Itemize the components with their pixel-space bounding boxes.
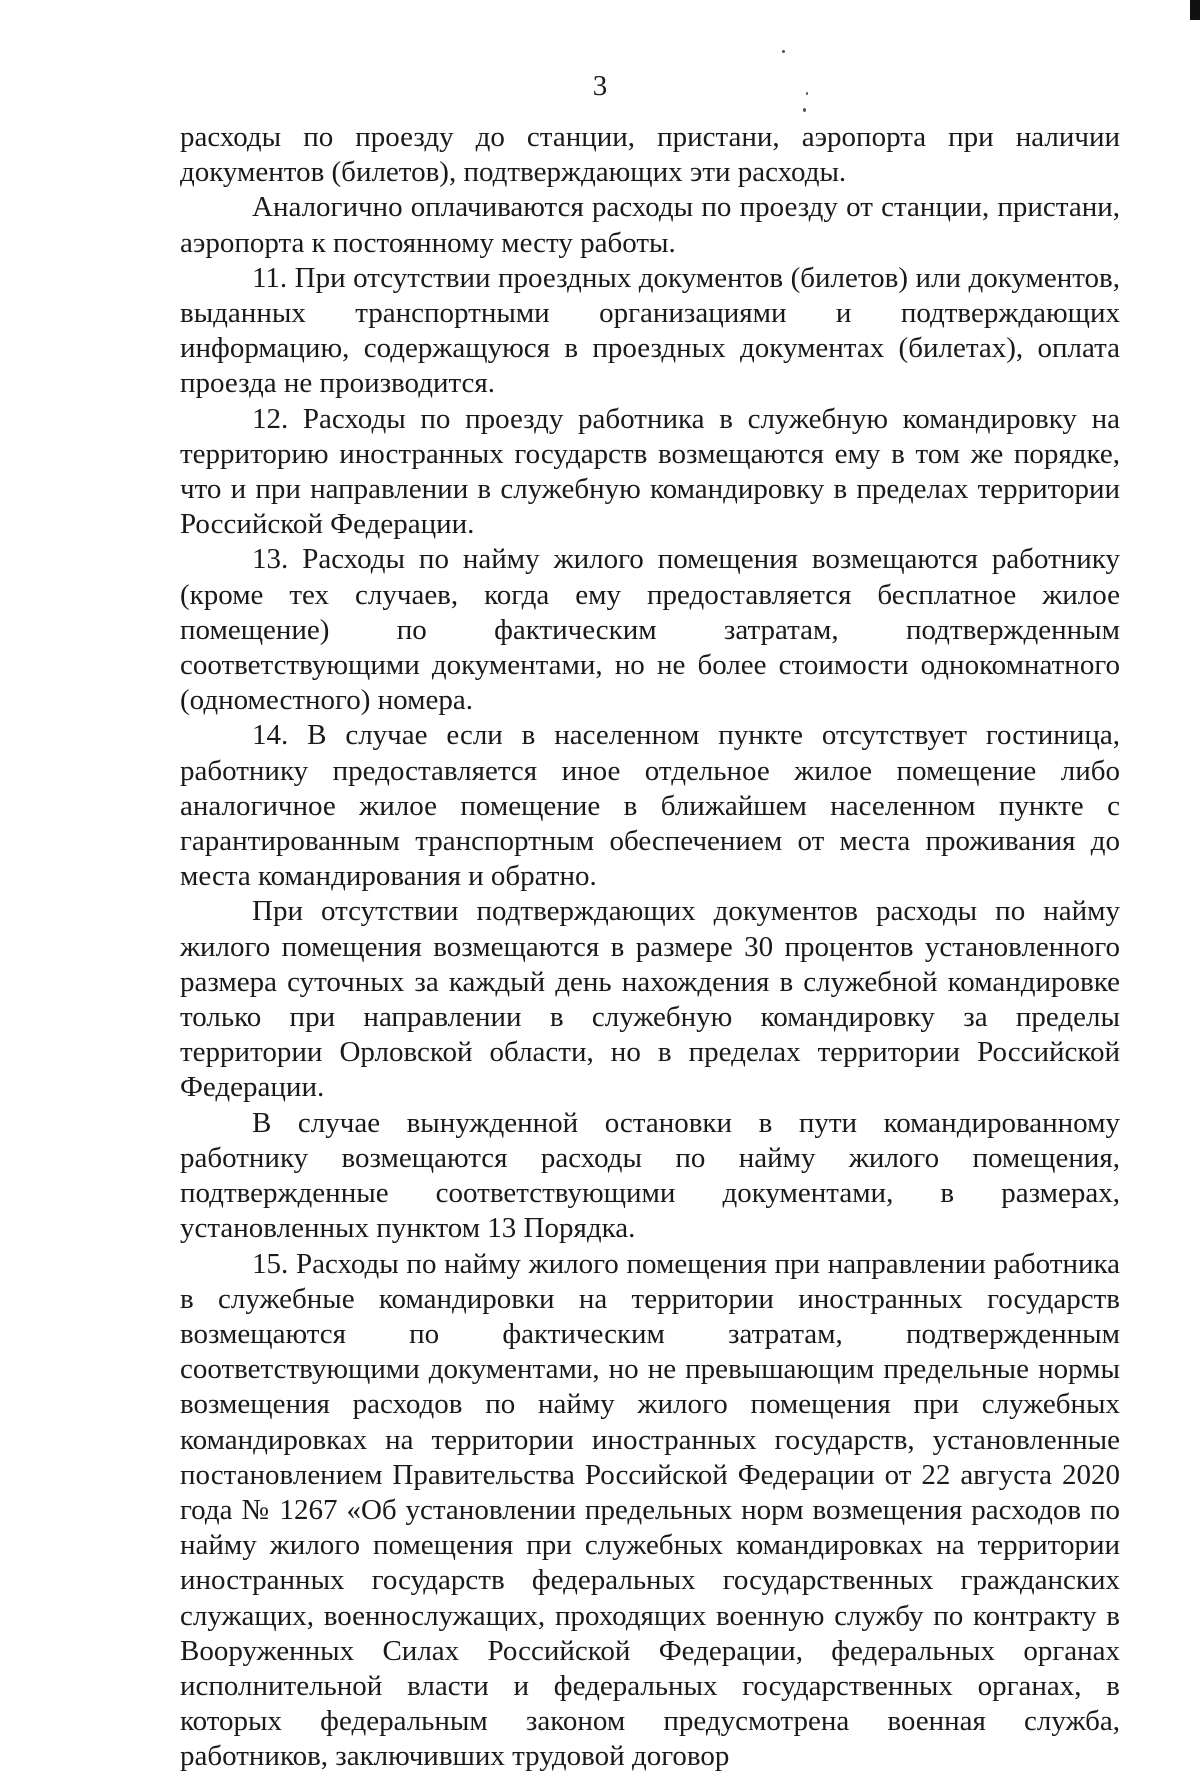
scan-speck (803, 108, 806, 112)
scan-edge-mark (1190, 0, 1200, 20)
paragraph-continuation: расходы по проезду до станции, пристани, аэропорта при наличии документов (билетов), подтверждающих эти расходы. (180, 121, 1120, 189)
scan-speck (782, 50, 785, 53)
page-number: 3 (592, 70, 608, 102)
paragraph-item-13: 13. Расходы по найму жилого помещения возмещаются работнику (кроме тех случаев, когда ему предоставляется бесплатное жилое помещение) по фактическим затратам, подтвержденным соответствующими документами, но не более стоимости однокомнатного (одноместного) номера. (180, 543, 1120, 717)
paragraph-item-11: 11. При отсутствии проездных документов (билетов) или документов, выданных транспортными организациями и подтверждающих информацию, содержащуюся в проездных документах (билетах), оплата проезда не производится. (180, 261, 1120, 400)
document-body (180, 120, 1120, 1775)
paragraph-item-15: 15. Расходы по найму жилого помещения при направлении работника в служебные командировки на территории иностранных государств возмещаются по фактическим затратам, подтвержденным соответствующими документами, но не превышающим предельные нормы возмещения расходов по найму жилого помещения при служебных командировках на территории иностранных государств, установленные постановлением Правительства Российской Федерации от 22 августа 2020 года № 1267 «Об установлении предельных норм возмещения расходов по найму жилого помещения при служебных командировках на территории иностранных государств федеральных государственных гражданских служащих, военнослужащих, проходящих военную службу по контракту в Вооруженных Силах Российской Федерации, федеральных органах исполнительной власти и федеральных государственных органах, в которых федеральным законом предусмотрена военная служба, работников, заключивших трудовой договор (180, 1247, 1120, 1773)
paragraph-item-14: 14. В случае если в населенном пункте отсутствует гостиница, работнику предоставляется иное отдельное жилое помещение либо аналогичное жилое помещение в ближайшем населенном пункте с гарантированным транспортным обеспечением от места проживания до места командирования и обратно. (180, 719, 1120, 893)
paragraph: При отсутствии подтверждающих документов расходы по найму жилого помещения возмещаются в размере 30 процентов установленного размера суточных за каждый день нахождения в служебной командировке только при направлении в служебную командировку за пределы территории Орловской области, но в пределах территории Российской Федерации. (180, 895, 1120, 1104)
paragraph: Аналогично оплачиваются расходы по проезду от станции, пристани, аэропорта к постоянному месту работы. (180, 191, 1120, 259)
paragraph: В случае вынужденной остановки в пути командированному работнику возмещаются расходы по найму жилого помещения, подтвержденные соответствующими документами, в размерах, установленных пунктом 13 Порядка. (180, 1106, 1120, 1245)
paragraph-item-12: 12. Расходы по проезду работника в служебную командировку на территорию иностранных государств возмещаются ему в том же порядке, что и при направлении в служебную командировку в пределах территории Российской Федерации. (180, 402, 1120, 541)
